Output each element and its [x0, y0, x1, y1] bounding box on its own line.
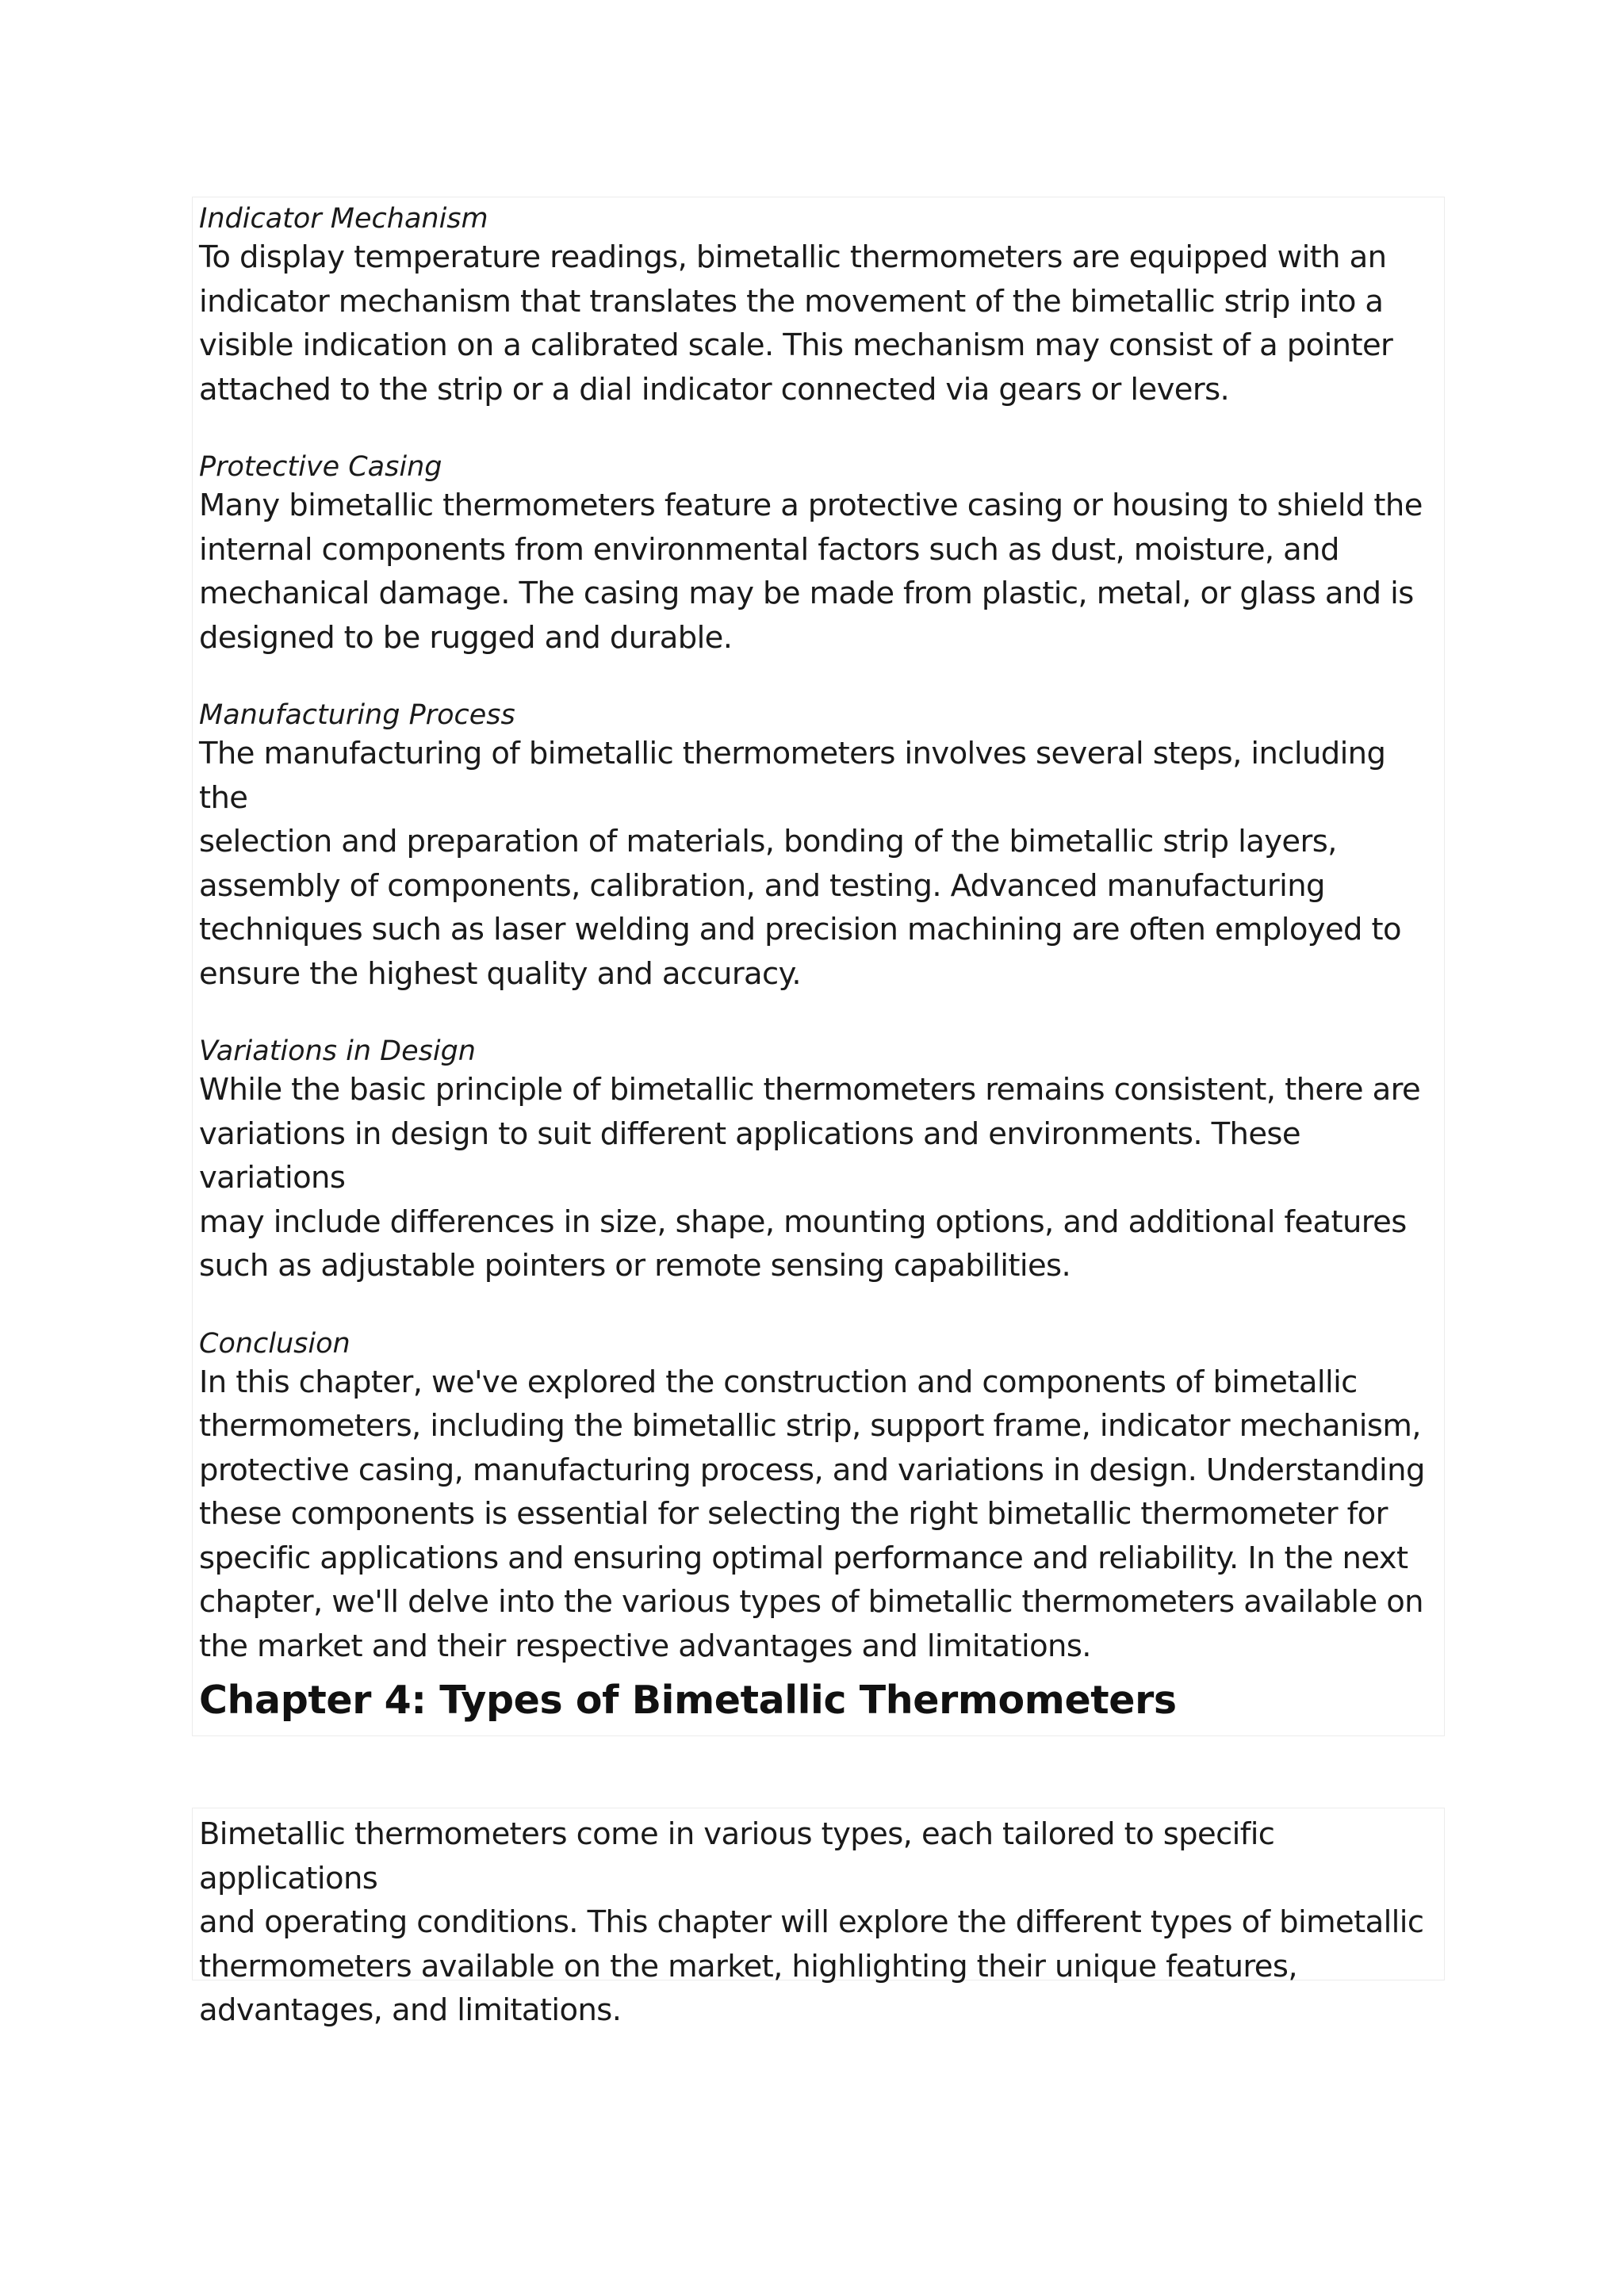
- paragraph-line: protective casing, manufacturing process, and variations in design. Understanding: [199, 1452, 1425, 1488]
- paragraph-line: The manufacturing of bimetallic thermometers involves several steps, including the: [199, 736, 1386, 816]
- intro-paragraph: [199, 1808, 1438, 2033]
- section-heading: Variations in Design: [199, 1035, 476, 1067]
- paragraph-line: ensure the highest quality and accuracy.: [199, 955, 801, 992]
- section-heading: Protective Casing: [199, 451, 442, 483]
- section-protective-casing: [199, 447, 1438, 660]
- paragraph-line: these components is essential for selecting the right bimetallic thermometer for: [199, 1496, 1388, 1532]
- paragraph-line: indicator mechanism that translates the movement of the bimetallic strip into a: [199, 283, 1384, 320]
- section-heading: Manufacturing Process: [199, 699, 515, 731]
- paragraph-line: designed to be rugged and durable.: [199, 619, 733, 656]
- paragraph-line: may include differences in size, shape, mounting options, and additional features: [199, 1203, 1407, 1240]
- paragraph-line: internal components from environmental factors such as dust, moisture, and: [199, 531, 1339, 568]
- paragraph-line: Bimetallic thermometers come in various types, each tailored to specific applications: [199, 1816, 1275, 1896]
- paragraph-line: thermometers, including the bimetallic strip, support frame, indicator mechanism,: [199, 1408, 1421, 1444]
- paragraph-line: advantages, and limitations.: [199, 1992, 622, 2028]
- paragraph-line: Many bimetallic thermometers feature a protective casing or housing to shield the: [199, 488, 1423, 523]
- section-variations-in-design: [199, 1031, 1438, 1288]
- paragraph-line: and operating conditions. This chapter will explore the different types of bimetallic: [199, 1904, 1424, 1940]
- paragraph-line: such as adjustable pointers or remote sensing capabilities.: [199, 1248, 1071, 1284]
- paragraph-line: In this chapter, we've explored the construction and components of bimetallic: [199, 1364, 1358, 1400]
- section-paragraph: [199, 1360, 1438, 1669]
- paragraph-line: specific applications and ensuring optimal performance and reliability. In the next: [199, 1540, 1408, 1576]
- section-heading: Conclusion: [199, 1327, 350, 1360]
- paragraph-line: attached to the strip or a dial indicator connected via gears or levers.: [199, 371, 1230, 408]
- chapter-title: Chapter 4: Types of Bimetallic Thermometers: [199, 1678, 1177, 1723]
- section-paragraph: [199, 235, 1438, 411]
- section-manufacturing-process: [199, 695, 1438, 996]
- section-paragraph: [199, 1068, 1438, 1288]
- paragraph-line: thermometers available on the market, highlighting their unique features,: [199, 1948, 1297, 1984]
- paragraph-line: chapter, we'll delve into the various types of bimetallic thermometers available on: [199, 1584, 1423, 1620]
- paragraph-line: techniques such as laser welding and precision machining are often employed to: [199, 912, 1401, 947]
- section-paragraph: [199, 732, 1438, 996]
- content-block-chapter-3: [192, 197, 1445, 1736]
- paragraph-line: variations in design to suit different applications and environments. These variations: [199, 1115, 1300, 1196]
- paragraph-line: mechanical damage. The casing may be made from plastic, metal, or glass and is: [199, 576, 1414, 611]
- section-paragraph: [199, 484, 1438, 660]
- paragraph-line: To display temperature readings, bimetallic thermometers are equipped with an: [199, 239, 1387, 275]
- section-conclusion: [199, 1324, 1438, 1669]
- section-heading: Indicator Mechanism: [199, 203, 488, 235]
- section-indicator-mechanism: [199, 197, 1438, 411]
- paragraph-line: assembly of components, calibration, and testing. Advanced manufacturing: [199, 867, 1325, 904]
- paragraph-line: visible indication on a calibrated scale. This mechanism may consist of a pointer: [199, 327, 1393, 363]
- paragraph-line: selection and preparation of materials, bonding of the bimetallic strip layers,: [199, 824, 1337, 859]
- content-block-chapter-4-intro: [192, 1808, 1445, 2028]
- paragraph-line: While the basic principle of bimetallic thermometers remains consistent, there are: [199, 1072, 1421, 1108]
- paragraph-line: the market and their respective advantages and limitations.: [199, 1628, 1091, 1664]
